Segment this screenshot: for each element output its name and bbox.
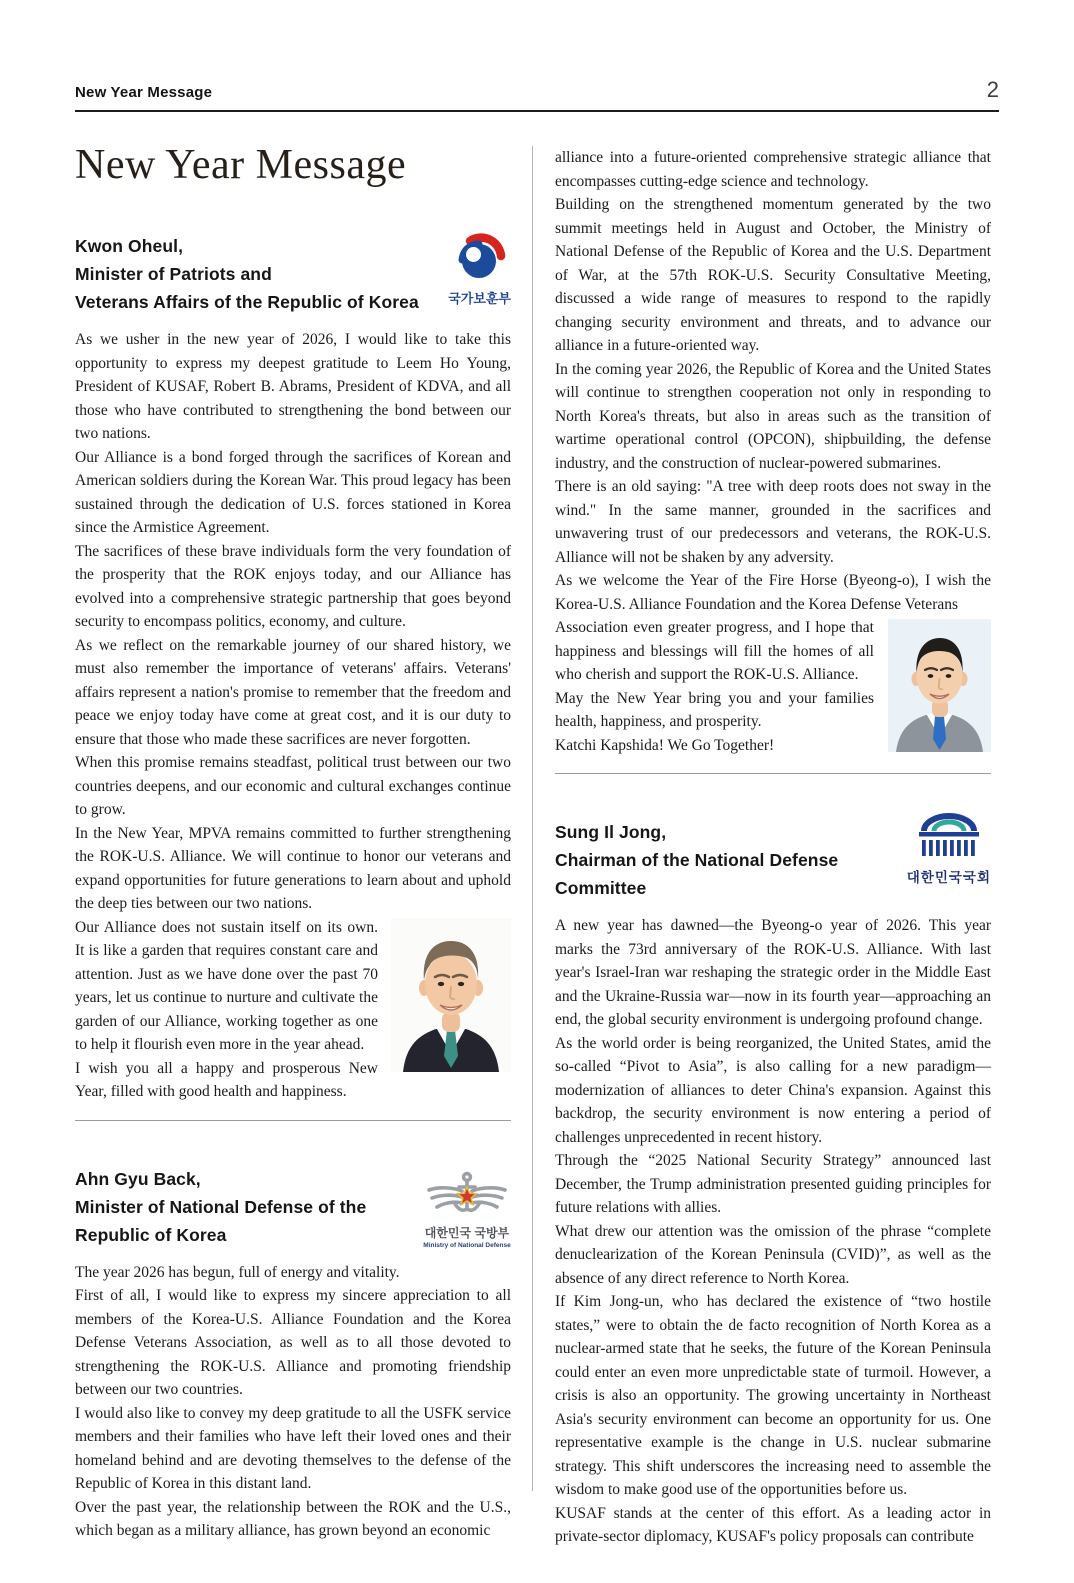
mnd-logo-caption: 대한민국 국방부 [424,1225,510,1240]
author-name: Kwon Oheul, [75,236,184,256]
national-assembly-logo-caption: 대한민국국회 [906,870,991,885]
author-heading [555,818,907,902]
author-block-ahn-gyu-back [75,1165,511,1249]
paragraph: May the New Year bring you and your families health, happiness, and prosperity. [555,689,874,730]
paragraph: As we reflect on the remarkable journey of our shared history, we must also remember the importance of veterans' affairs. Veterans' affairs represent a nation's promise to remember that the freedom and peace we enjoy today have come at great cost, and it is our duty to ensure that those who made these sacrifices are never forgotten. [75,636,511,748]
author-title-line: Minister of Patriots and [75,264,272,284]
author-name: Ahn Gyu Back, [75,1168,201,1189]
paragraph: What drew our attention was the omission of the phrase “complete denuclearization of the Korean Peninsula (CVID)”, as well as the absence of any direct reference to North Korea. [555,1222,991,1287]
message-sung-il-jong [555,914,991,1549]
message-ahn-gyu-back-right [555,146,991,757]
paragraph: Katchi Kapshida! We Go Together! [555,736,775,754]
paragraph: alliance into a future-oriented comprehensive strategic alliance that encompasses cutting-edge science and technology. [555,149,991,190]
paragraph: Association even greater progress, and I hope that happiness and blessings will fill the homes of all who cherish and support the ROK-U.S. Alliance. [555,619,874,683]
running-header-label: New Year Message [75,84,213,101]
author-name: Sung Il Jong, [555,822,667,842]
ahn-gyu-back-portrait-photo [888,619,991,752]
paragraph: In the New Year, MPVA remains committed to further strengthening the ROK-U.S. Alliance. We will continue to honor our veterans and expand opportunities for future generations to learn about and uphold the deep ties between our two nations. [75,824,511,912]
author-heading [75,232,419,316]
paragraph: KUSAF stands at the center of this effort. As a leading actor in private-sector diplomacy, KUSAF's policy proposals can contribute [555,1504,991,1545]
paragraph: As we usher in the new year of 2026, I would like to take this opportunity to express my deepest gratitude to Leem Ho Young, President of KUSAF, Robert B. Abrams, President of KDVA, and all those who have contributed to strengthening the bond between our two nations. [75,331,511,442]
paragraph: The sacrifices of these brave individuals form the very foundation of the prosperity that the ROK enjoys today, and our Alliance has evolved into a comprehensive strategic partnership that goes beyond security to encompass politics, economy, and culture. [75,542,511,630]
left-column [75,140,511,1549]
mpva-taegeuk-icon [449,232,511,280]
author-heading [75,1165,366,1249]
paragraph: When this promise remains steadfast, political trust between our two countries deepens, and our economic and cultural exchanges continue to grow. [75,754,511,818]
mpva-logo [448,232,511,307]
paragraph: In the coming year 2026, the Republic of Korea and the United States will continue to strengthen cooperation not only in responding to North Korea's threats, but also in areas such as the transition of wartime operational control (OPCON), shipbuilding, the defense industry, and the construction of nuclear-powered submarines. [555,360,991,472]
paragraph: Over the past year, the relationship between the ROK and the U.S., which began as a military alliance, has grown beyond an economic [75,1498,511,1539]
message-kwon-oheul [75,328,511,1104]
national-assembly-logo [907,810,991,886]
paragraph: Building on the strengthened momentum generated by the two summit meetings held in August and October, the Ministry of National Defense of the Republic of Korea and the U.S. Department of War, at the 57th ROK-U.S. Security Consultative Meeting, discussed a wide range of measures to respond to the rapidly changing security environment and threats, and to advance our alliance in a future-oriented way. [555,196,991,354]
mnd-logo-caption-en: Ministry of National Defense [423,1241,511,1249]
author-title-line: Minister of National Defense of the [75,1196,367,1217]
paragraph: A new year has dawned—the Byeong-o year of 2026. This year marks the 73rd anniversary of the ROK-U.S. Alliance. With last year's Israel-Iran war reshaping the strategic order in the Middle East and the Ukraine-Russia war—now in its fourth year—approaching an end, the global security environment is undergoing profound change. [555,917,991,1028]
paragraph: The year 2026 has begun, full of energy and vitality. [75,1263,400,1281]
mnd-logo [423,1165,511,1249]
portrait-ahn-gyu-back-icon [888,619,991,752]
page-number: 2 [986,77,999,102]
column-divider [532,146,533,1491]
author-title-line: Chairman of the National Defense Committee [555,850,839,898]
kwon-oheul-portrait-photo [391,918,511,1072]
paragraph: Our Alliance is a bond forged through the sacrifices of Korean and American soldiers during the Korean War. This proud legacy has been sustained through the dedication of U.S. forces stationed in Korea since the Armistice Agreement. [75,448,511,536]
author-title-line: Republic of Korea [75,1224,227,1245]
paragraph: I would also like to convey my deep gratitude to all the USFK service members and their families who have left their loved ones and their homeland behind and are devoting themselves to the defense of the Republic of Korea in this distant land. [75,1404,511,1492]
paragraph: As the world order is being reorganized, the United States, amid the so-called “Pivot to Asia”, is also calling for a new paradigm—modernization of alliances to deter China's expansion. Against this backdrop, the security environment is now entering a period of challenges unprecedented in recent history. [555,1034,991,1146]
two-column-content [75,140,999,1549]
paragraph: Our Alliance does not sustain itself on its own. It is like a garden that requires constant care and attention. Just as we have done over the past 70 years, let us continue to nurture and cultivate the garden of our Alliance, working together as one to help it flourish even more in the year ahead. [75,918,378,1053]
right-column [555,140,991,1549]
running-header [75,0,999,112]
national-assembly-building-icon [911,810,987,858]
paragraph: I wish you all a happy and prosperous New Year, filled with good health and happiness. [75,1059,378,1100]
portrait-kwon-oheul-icon [391,918,511,1072]
page-title: New Year Message [75,142,407,188]
mnd-emblem-icon [423,1165,511,1217]
section-divider [555,773,991,774]
author-block-kwon-oheul [75,232,511,316]
mpva-logo-caption: 국가보훈부 [448,291,511,306]
author-title-line: Veterans Affairs of the Republic of Korea [75,292,419,312]
author-block-sung-il-jong [555,818,991,902]
section-divider [75,1120,511,1121]
paragraph: Through the “2025 National Security Strategy” announced last December, the Trump administration presented guiding principles for future relations with allies. [555,1152,991,1216]
message-ahn-gyu-back-left [75,1261,511,1543]
paragraph: First of all, I would like to express my sincere appreciation to all members of the Korea-U.S. Alliance Foundation and the Korea Defense Veterans Association, as well as to all those devoted to strengthening the ROK-U.S. Alliance and promoting friendship between our two countries. [75,1287,511,1398]
paragraph: There is an old saying: "A tree with deep roots does not sway in the wind." In the same manner, grounded in the sacrifices and unwavering trust of our predecessors and veterans, the ROK-U.S. Alliance will not be shaken by any adversity. [555,478,991,566]
paragraph: If Kim Jong-un, who has declared the existence of “two hostile states,” were to obtain the de facto recognition of North Korea as a nuclear-armed state that he seeks, the future of the Korean Peninsula could enter an even more unpredictable state of turmoil. However, a crisis is also an opportunity. The growing uncertainty in Northeast Asia's security environment can become an opportunity for us. One representative example is the change in U.S. nuclear submarine strategy. This shift underscores the increasing need to assemble the wisdom to make good use of the opportunities before us. [555,1293,991,1498]
paragraph: As we welcome the Year of the Fire Horse (Byeong-o), I wish the Korea-U.S. Alliance Foundation and the Korea Defense Veterans [555,572,991,613]
